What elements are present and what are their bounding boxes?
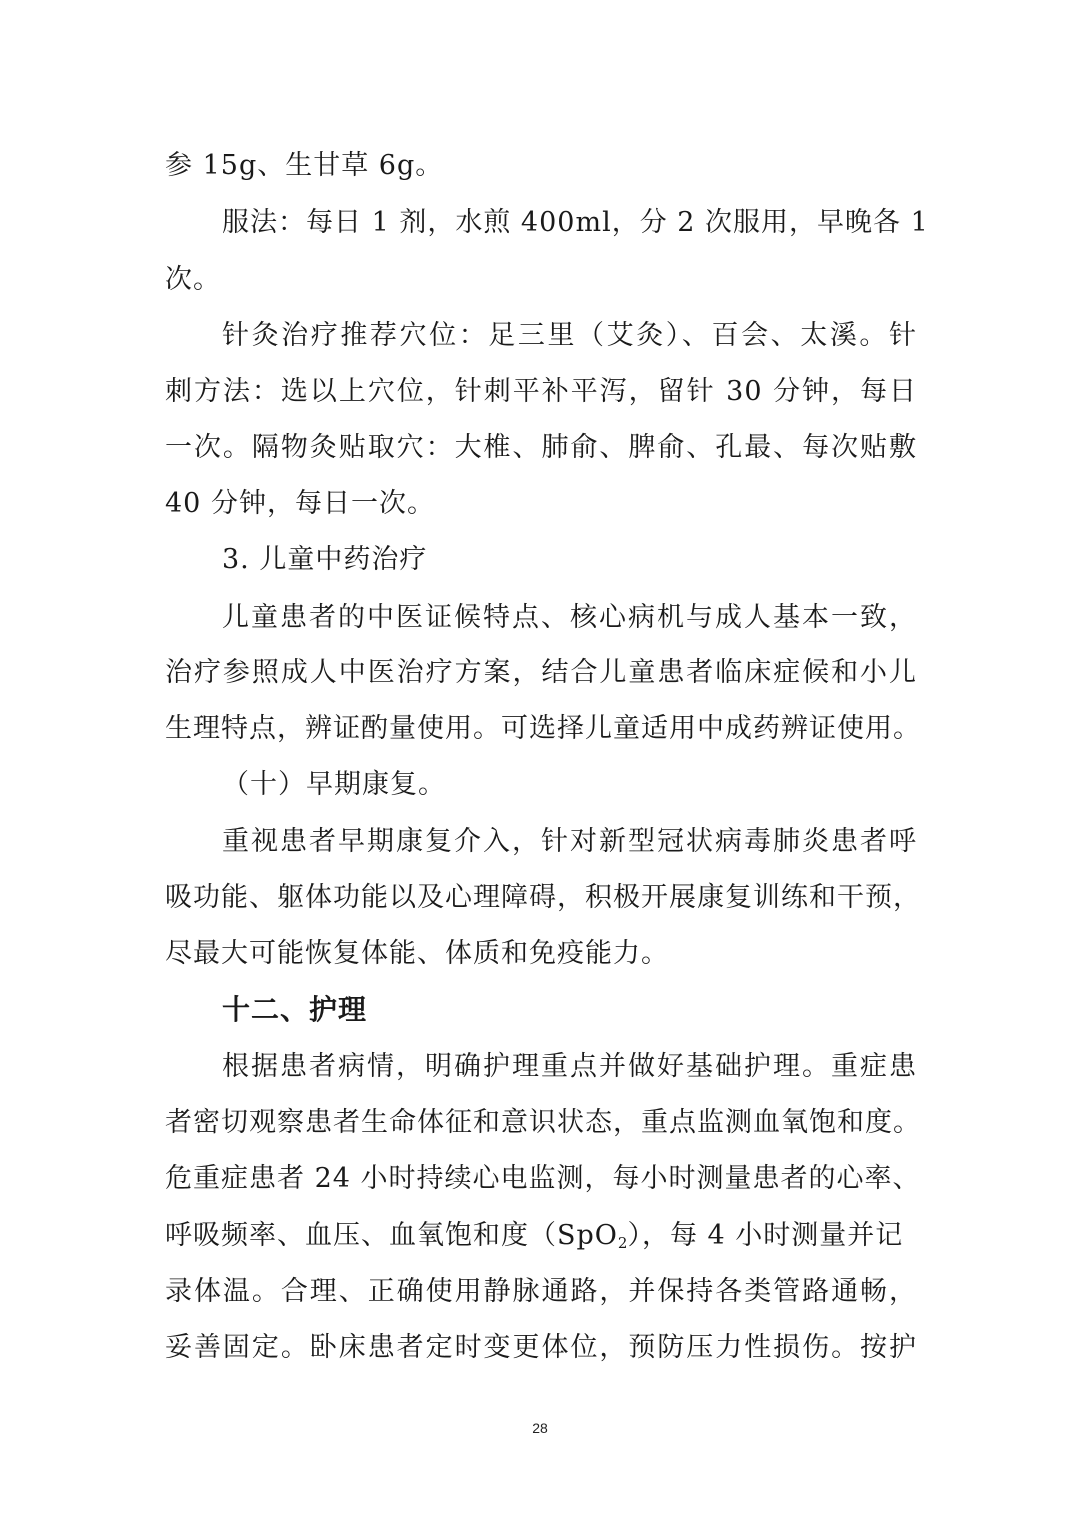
text-line: 40 分钟，每日一次。 [165,488,435,519]
text-line-with-subscript [165,1216,917,1263]
subscript-text: 2 [617,1234,628,1252]
text-line: 录体温。合理、正确使用静脉通路，并保持各类管路通畅， [165,1276,917,1307]
section-subheading: （十）早期康复。 [222,769,446,800]
text-line: 刺方法：选以上穴位，针刺平补平泻，留针 30 分钟，每日 [165,376,917,407]
text-line: 者密切观察患者生命体征和意识状态，重点监测血氧饱和度。 [165,1107,921,1138]
text-line: 根据患者病情，明确护理重点并做好基础护理。重症患 [222,1051,917,1082]
text-line: 针灸治疗推荐穴位：足三里（艾灸）、百会、太溪。针 [222,320,917,351]
text-segment: ），每 4 小时测量并记 [627,1220,904,1251]
section-subheading: 3. 儿童中药治疗 [222,544,428,575]
text-line: 儿童患者的中医证候特点、核心病机与成人基本一致， [222,602,917,633]
text-line: 一次。隔物灸贴取穴：大椎、肺俞、脾俞、孔最、每次贴敷 [165,432,917,463]
text-line: 参 15g、生甘草 6g。 [165,150,444,181]
text-line: 生理特点，辨证酌量使用。可选择儿童适用中成药辨证使用。 [165,713,921,744]
text-line: 妥善固定。卧床患者定时变更体位，预防压力性损伤。按护 [165,1332,917,1363]
text-line: 危重症患者 24 小时持续心电监测，每小时测量患者的心率、 [165,1163,921,1194]
text-line: 尽最大可能恢复体能、体质和免疫能力。 [165,938,669,969]
text-segment: 呼吸频率、血压、血氧饱和度（SpO [165,1220,618,1251]
section-heading: 十二、护理 [222,993,368,1026]
text-line: 服法：每日 1 剂，水煎 400ml，分 2 次服用，早晚各 1 [222,207,929,238]
text-line: 次。 [165,264,221,295]
page-number: 28 [532,1420,548,1436]
text-line: 吸功能、躯体功能以及心理障碍，积极开展康复训练和干预， [165,882,921,913]
text-line: 治疗参照成人中医治疗方案，结合儿童患者临床症候和小儿 [165,657,917,688]
text-line: 重视患者早期康复介入，针对新型冠状病毒肺炎患者呼 [222,826,917,857]
